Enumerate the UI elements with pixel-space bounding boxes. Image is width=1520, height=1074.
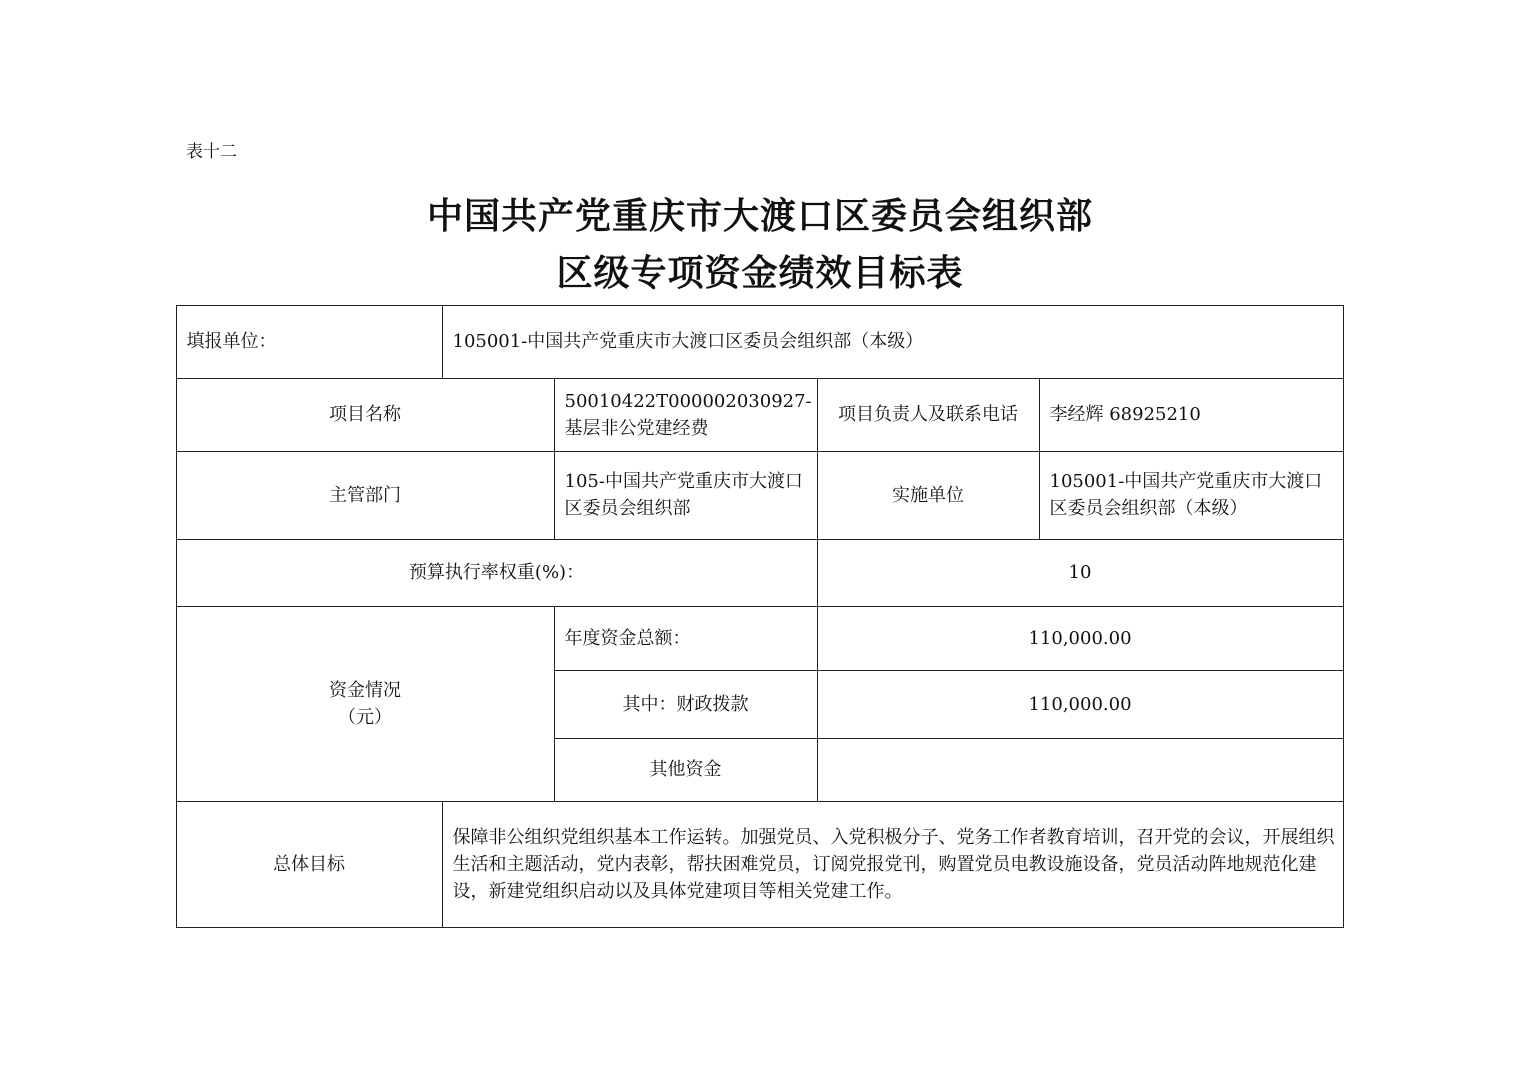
budget-weight-label: 预算执行率权重(%)：	[176, 539, 818, 607]
dept-label: 主管部门	[176, 451, 555, 540]
page-subtitle: 区级专项资金绩效目标表	[556, 253, 964, 294]
funds-label-line2: （元）	[338, 706, 392, 728]
fiscal-label: 其中：财政拨款	[554, 670, 818, 739]
other-funds-value	[817, 738, 1344, 802]
reporting-unit-label: 填报单位：	[176, 305, 443, 379]
project-name-label: 项目名称	[176, 378, 555, 452]
annual-total-label: 年度资金总额：	[554, 606, 818, 671]
budget-weight-value: 10	[817, 539, 1344, 607]
performance-target-table	[176, 305, 1344, 928]
reporting-unit-value: 105001-中国共产党重庆市大渡口区委员会组织部（本级）	[442, 305, 1344, 379]
owner-label: 项目负责人及联系电话	[817, 378, 1040, 452]
impl-label: 实施单位	[817, 451, 1040, 540]
impl-value: 105001-中国共产党重庆市大渡口区委员会组织部（本级）	[1039, 451, 1344, 540]
fiscal-value: 110,000.00	[817, 670, 1344, 739]
goal-value: 保障非公组织党组织基本工作运转。加强党员、入党积极分子、党务工作者教育培训，召开党的会议，开展组织生活和主题活动，党内表彰，帮扶困难党员，订阅党报党刊，购置党员电教设施设备，党员活动阵地规范化建设，新建党组织启动以及具体党建项目等相关党建工作。	[442, 801, 1344, 928]
owner-value: 李经辉 68925210	[1039, 378, 1344, 452]
other-funds-label: 其他资金	[554, 738, 818, 802]
goal-label: 总体目标	[176, 801, 443, 928]
table-number-label: 表十二	[186, 142, 237, 162]
project-name-value: 50010422T000002030927-基层非公党建经费	[554, 378, 818, 452]
funds-label-line1: 资金情况	[329, 679, 401, 701]
funds-label	[176, 606, 555, 802]
page-title: 中国共产党重庆市大渡口区委员会组织部	[426, 196, 1093, 237]
dept-value: 105-中国共产党重庆市大渡口区委员会组织部	[554, 451, 818, 540]
annual-total-value: 110,000.00	[817, 606, 1344, 671]
